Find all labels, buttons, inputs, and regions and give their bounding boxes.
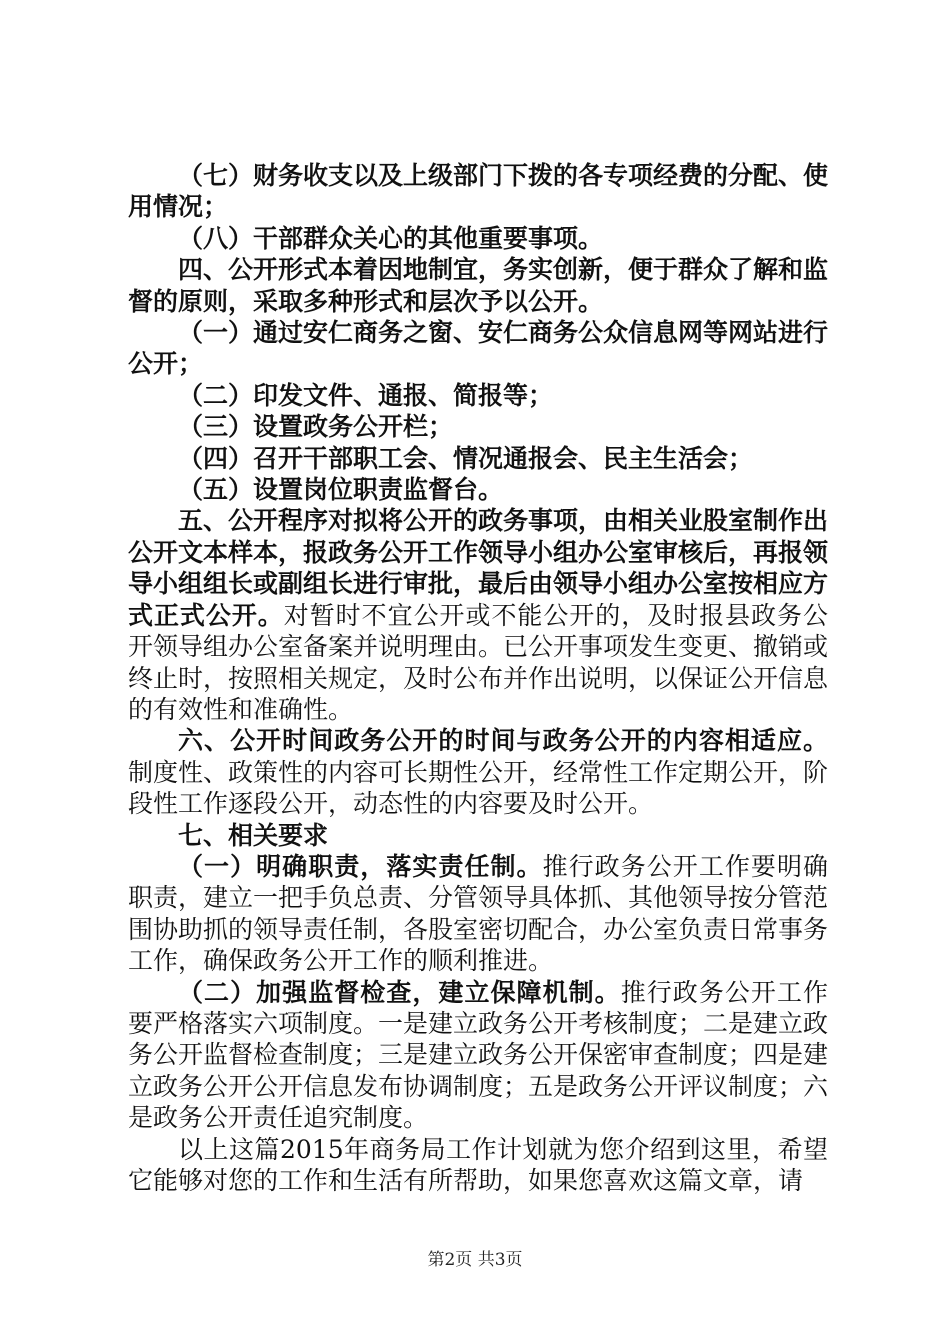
paragraph-requirement-1 bbox=[128, 851, 828, 977]
requirement-1-lead: （一）明确职责，落实责任制。 bbox=[178, 851, 543, 881]
paragraph-form-2: （二）印发文件、通报、简报等； bbox=[178, 380, 554, 410]
section-6-lead: 六、公开时间政务公开的时间与政务公开的内容相适应。 bbox=[178, 726, 828, 756]
paragraph-item-8: （八）干部群众关心的其他重要事项。 bbox=[178, 223, 604, 253]
paragraph-requirement-2 bbox=[128, 977, 828, 1134]
paragraph-section-6 bbox=[128, 725, 828, 819]
page-footer: 第2页 共3页 bbox=[427, 1250, 523, 1270]
requirement-2-lead: （二）加强监督检查，建立保障机制。 bbox=[178, 977, 621, 1007]
requirement-1-rest: 推行政务公开工作要明确职责，建立一把手负总责、分管领导具体抓、其他领导按分管范围协助抓的领导责任制，各股室密切配合，办公室负责日常事务工作，确保政务公开工作的顺利推进。 bbox=[128, 851, 829, 976]
paragraph-closing: 以上这篇2015年商务局工作计划就为您介绍到这里，希望它能够对您的工作和生活有所帮助，如果您喜欢这篇文章，请 bbox=[128, 1134, 828, 1195]
requirement-2-rest: 推行政务公开工作要严格落实六项制度。一是建立政务公开考核制度；二是建立政务公开监督检查制度；三是建立政务公开保密审查制度；四是建立政务公开公开信息发布协调制度；五是政务公开评议制度；六是政务公开责任追究制度。 bbox=[128, 977, 829, 1133]
paragraph-form-5: （五）设置岗位职责监督台。 bbox=[178, 475, 504, 505]
section-6-rest: 制度性、政策性的内容可长期性公开，经常性工作定期公开，阶段性工作逐段公开，动态性的内容要及时公开。 bbox=[128, 757, 829, 819]
paragraph-section-5 bbox=[128, 505, 828, 725]
section-5-rest: 对暂时不宜公开或不能公开的，及时报县政务公开领导组办公室备案并说明理由。已公开事项发生变更、撤销或终止时，按照相关规定，及时公布并作出说明，以保证公开信息的有效性和准确性。 bbox=[128, 600, 829, 724]
paragraph-form-3: （三）设置政务公开栏； bbox=[178, 412, 454, 442]
document-body bbox=[128, 160, 828, 1196]
paragraph-form-4: （四）召开干部职工会、情况通报会、民主生活会； bbox=[178, 443, 754, 473]
paragraph-item-7: （七）财务收支以及上级部门下拨的各专项经费的分配、使用情况； bbox=[128, 161, 829, 222]
paragraph-section-7-heading: 七、相关要求 bbox=[178, 820, 329, 850]
paragraph-section-4: 四、公开形式本着因地制宜，务实创新，便于群众了解和监督的原则，采取多种形式和层次予以公开。 bbox=[128, 255, 829, 316]
paragraph-form-1: （一）通过安仁商务之窗、安仁商务公众信息网等网站进行公开； bbox=[128, 318, 829, 379]
section-5-lead: 五、公开程序对拟将公开的政务事项，由相关业股室制作出公开文本样本，报政务公开工作领导小组办公室审核后，再报领导小组组长或副组长进行审批，最后由领导小组办公室按相应方式正式公开。 bbox=[128, 506, 829, 630]
